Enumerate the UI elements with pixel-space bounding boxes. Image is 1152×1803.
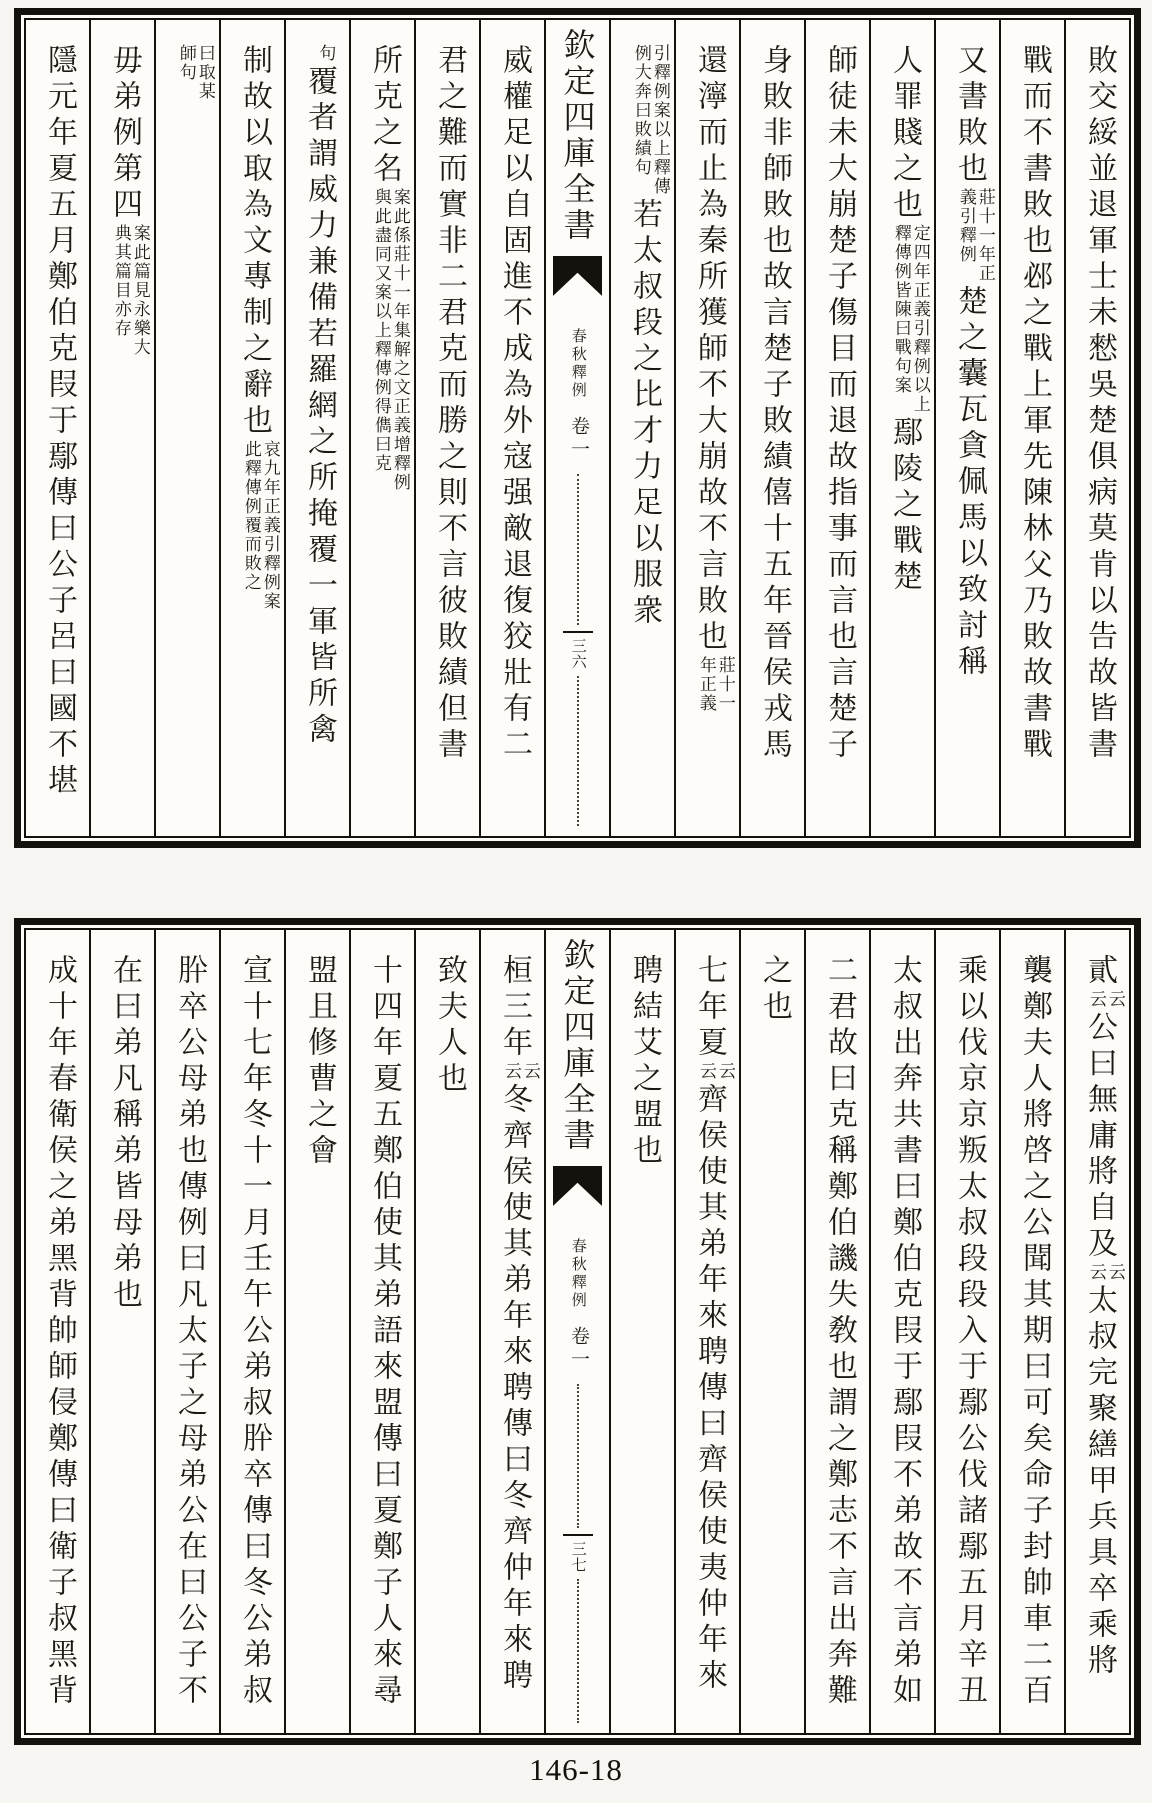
text-column [414,20,479,836]
column-text: 七年夏 [693,954,726,1062]
column-dotted-rule [577,474,579,625]
text-column [414,930,479,1733]
folio-rule [563,631,593,633]
text-column [934,20,999,836]
column-text: 桓三年 [498,954,531,1062]
text-column [219,930,284,1733]
text-column [154,930,219,1733]
column-text: 身敗非師敗也故言楚子敗績僖十五年晉侯戎馬 [758,44,791,764]
column-text: 乘以伐京京叛太叔段段入于鄢公伐諸鄢五月辛丑 [953,954,986,1710]
column-text: 隱元年夏五月鄭伯克叚于鄢傳曰公子呂曰國不堪 [43,44,76,800]
text-column [89,930,154,1733]
column-text: 之也 [758,954,791,1026]
center-title-column [544,20,609,836]
text-column [609,930,674,1733]
text-column [1064,20,1129,836]
book-title: 欽定四庫全書 [559,28,596,244]
column-text: 還濘而止為秦所獲師不大崩故不言敗也 [693,44,726,656]
text-column [999,930,1064,1733]
annotation-text: 引釋例案以上釋傳例大奔曰敗績句 [631,44,670,196]
text-column [284,930,349,1733]
column-text: 覆者謂威力兼備若羅網之所掩覆一軍皆所禽 [303,65,336,749]
column-text: 君之難而實非二君克而勝之則不言彼敗績但書 [433,44,466,764]
section-title: 春秋釋例 [569,1238,586,1310]
text-column [284,20,349,836]
column-text: 威權足以自固進不成為外寇强敵退復狡壯有二 [498,44,531,764]
page-frame [24,928,1131,1735]
center-title-column [544,930,609,1733]
annotation-text: 案此篇見永樂大典其篇目亦存 [111,224,150,357]
section-title: 春秋釋例 [569,328,586,400]
column-text: 在曰弟凡稱弟皆母弟也 [108,954,141,1314]
text-column [1064,930,1129,1733]
text-column [219,20,284,836]
text-column [804,930,869,1733]
annotation-text: 定四年正義引釋例以上釋傳例皆陳曰戰句案 [891,224,930,414]
column-dotted-rule [577,676,579,827]
annotation-text: 云云 [1086,1263,1125,1282]
column-text: 人罪賤之也 [888,44,921,224]
column-text: 鄢陵之戰楚 [888,416,921,596]
text-column [349,20,414,836]
text-column [26,930,89,1733]
annotation-text: 句 [316,44,336,63]
column-text: 公曰無庸將自及 [1083,1011,1116,1263]
text-column [154,20,219,836]
folio-rule [563,1534,593,1536]
text-column [89,20,154,836]
column-text: 襲鄭夫人將啓之公聞其期曰可矣命子封帥車二百 [1018,954,1051,1710]
text-column [869,930,934,1733]
column-text: 若太叔段之比才力足以服衆 [628,198,661,630]
annotation-text: 云云 [696,1062,735,1081]
column-text: 肸卒公母弟也傳例曰凡太子之母弟公在曰公子不 [173,954,206,1710]
fishtail-icon [553,1166,602,1206]
column-text: 制故以取為文專制之辭也 [238,44,271,440]
column-text: 太叔完聚繕甲兵具卒乘將 [1083,1284,1116,1680]
annotation-text: 哀九年正義引釋例案此釋傳例覆而敗之 [241,440,280,611]
text-column [479,20,544,836]
column-text: 毋弟例第四 [108,44,141,224]
annotation-text: 案此係莊十一年集解之文正義增釋例與此盡同又案以上釋傳例得儁曰克 [371,188,410,492]
text-column [739,20,804,836]
column-text: 敗交綏並退軍士未憖吳楚俱病莫肯以告故皆書 [1083,44,1116,764]
column-text: 盟且修曹之會 [303,954,336,1170]
text-column [26,20,89,836]
folio-number: 三六 [569,637,586,670]
text-column [739,930,804,1733]
page-top [14,8,1141,848]
column-text: 貳 [1083,954,1116,990]
text-column [674,930,739,1733]
column-text: 楚之囊瓦貪佩馬以致討稱 [953,285,986,681]
text-column [999,20,1064,836]
text-column [479,930,544,1733]
column-text: 齊侯使其弟年來聘傳曰齊侯使夷仲年來 [693,1083,726,1695]
annotation-text: 莊十一年正義引釋例 [956,188,995,283]
page-bottom [14,918,1141,1745]
column-text: 冬齊侯使其弟年來聘傳曰冬齊仲年來聘 [498,1083,531,1695]
volume-label: 卷一 [567,1326,589,1372]
page-frame [24,18,1131,838]
column-text: 二君故曰克稱鄭伯譏失敎也謂之鄭志不言出奔難 [823,954,856,1710]
column-text: 十四年夏五鄭伯使其弟語來盟傳曰夏鄭子人來尋 [368,954,401,1710]
column-text: 成十年春衛侯之弟黑背帥師侵鄭傳曰衛子叔黑背 [43,954,76,1710]
column-text: 又書敗也 [953,44,986,188]
fishtail-icon [553,256,602,296]
column-text: 宣十七年冬十一月壬午公弟叔肸卒傳曰冬公弟叔 [238,954,271,1710]
column-text: 師徒未大崩楚子傷目而退故指事而言也言楚子 [823,44,856,764]
volume-label: 卷一 [567,416,589,462]
column-dotted-rule [577,1579,579,1723]
annotation-text: 云云 [501,1062,540,1081]
column-text: 太叔出奔共書曰鄭伯克叚于鄢叚不弟故不言弟如 [888,954,921,1710]
annotation-text: 曰取某師句 [176,44,215,101]
column-text: 聘結艾之盟也 [628,954,661,1170]
archive-page-number: 146-18 [529,1752,623,1787]
text-column [869,20,934,836]
column-text: 戰而不書敗也邲之戰上軍先陳林父乃敗故書戰 [1018,44,1051,764]
annotation-text: 云云 [1086,990,1125,1009]
text-column [934,930,999,1733]
book-title: 欽定四庫全書 [559,938,596,1154]
column-dotted-rule [577,1384,579,1528]
column-text: 致夫人也 [433,954,466,1098]
annotation-text: 莊十一年正義 [696,656,735,713]
text-column [609,20,674,836]
folio-number: 三七 [569,1541,586,1573]
text-column [674,20,739,836]
text-column [349,930,414,1733]
column-text: 所克之名 [368,44,401,188]
text-column [804,20,869,836]
